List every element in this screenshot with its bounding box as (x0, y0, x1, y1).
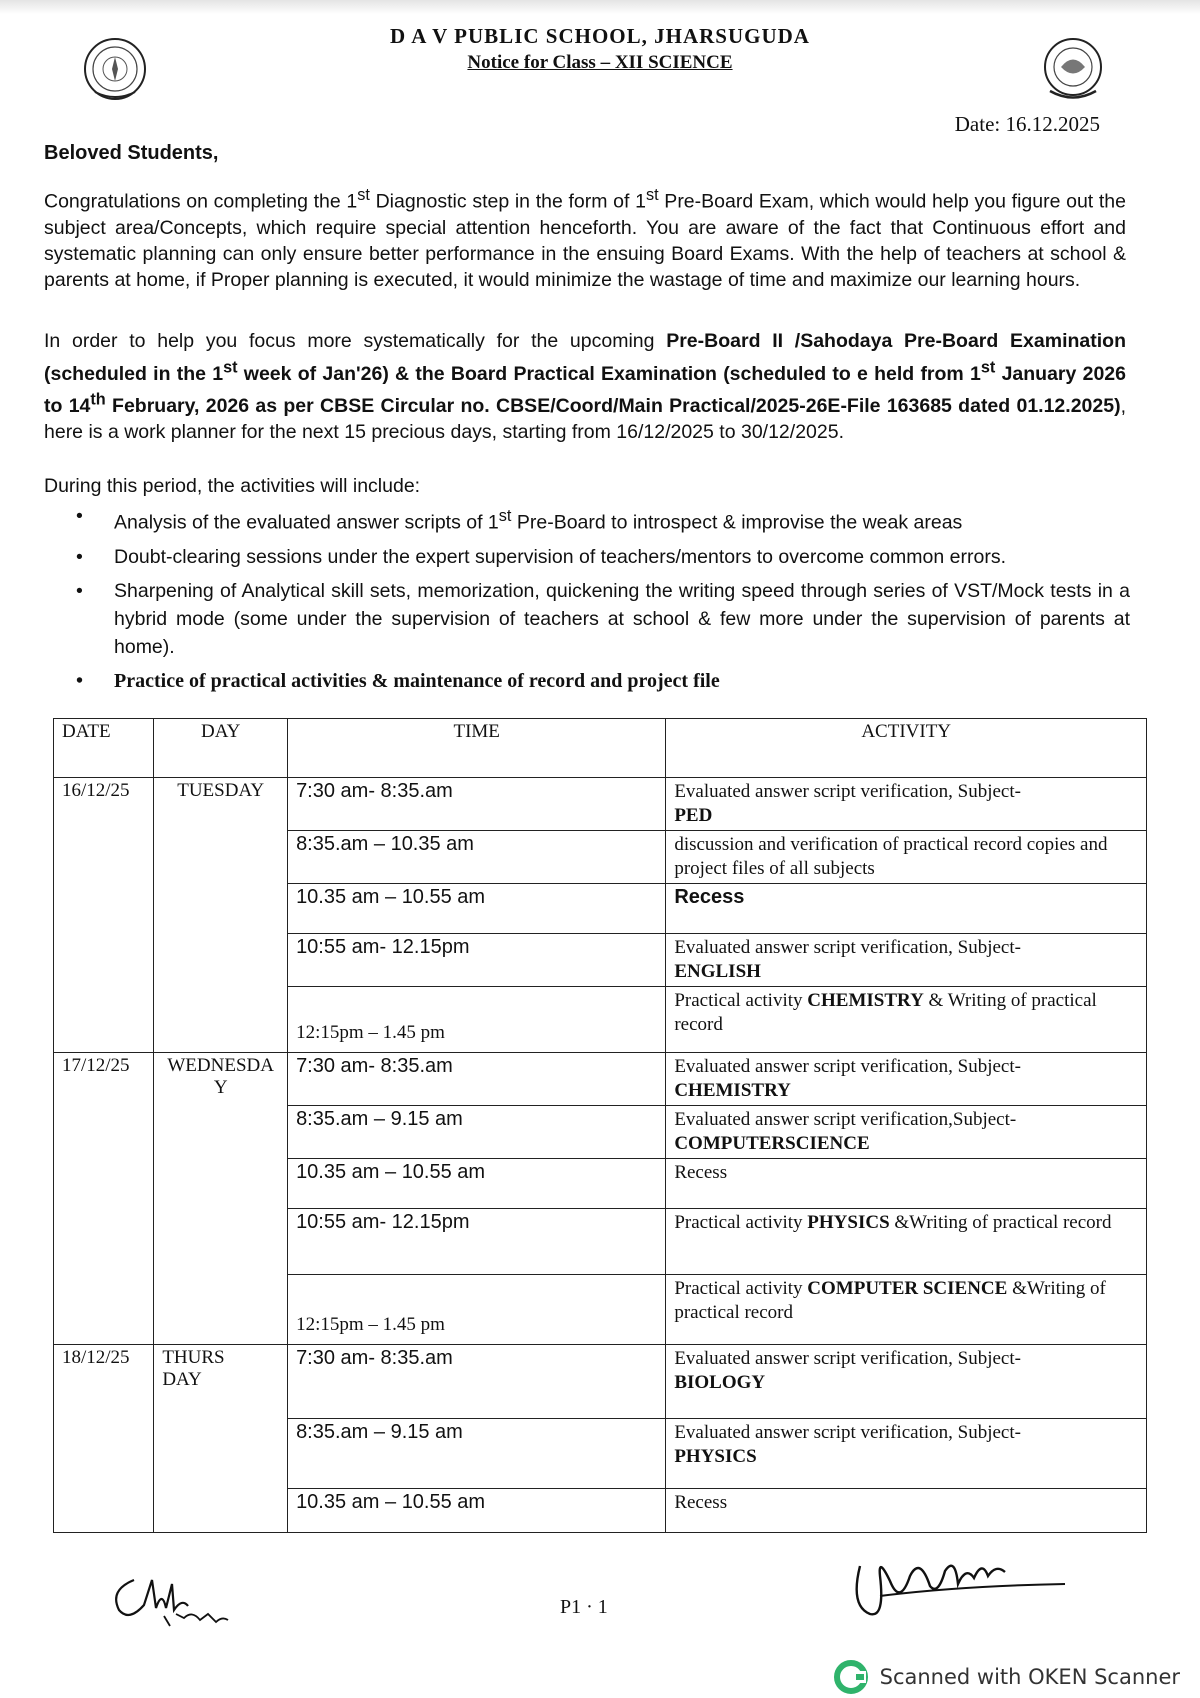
activity-cell: Evaluated answer script verification, Subject- PHYSICS (666, 1419, 1147, 1489)
table-row (54, 1345, 1147, 1419)
day-cell: TUESDAY (154, 778, 288, 1053)
activities-list (70, 502, 1130, 701)
list-item: • Analysis of the evaluated answer scripts of 1st Pre-Board to introspect & improvise the weak areas (70, 502, 1130, 537)
date-cell: 16/12/25 (54, 778, 154, 1053)
page-number: P1 · 1 (560, 1596, 608, 1618)
activity-cell: Practical activity CHEMISTRY & Writing of practical record (666, 987, 1147, 1053)
scanner-logo-icon (834, 1660, 868, 1694)
paragraph-congratulations: Congratulations on completing the 1st Diagnostic step in the form of 1st Pre-Board Exam, which would help you figure out the subject area/Concepts, which require special attention henceforth. You are aware of the fact that Continuous effort and systematic planning can only ensure better performance in the ensuing Board Exams. With the help of teachers at school & parents at home, if Proper planning is executed, it would minimize the wastage of time and maximize our learning hours. (44, 186, 1127, 291)
activity-cell: discussion and verification of practical record copies and project files of all subjects (666, 831, 1147, 884)
time-cell: 10.35 am – 10.55 am (288, 1159, 666, 1209)
notice-title: Notice for Class – XII SCIENCE (467, 52, 733, 73)
time-cell: 8:35.am – 9.15 am (288, 1106, 666, 1159)
school-name: D A V PUBLIC SCHOOL, JHARSUGUDA (390, 24, 810, 48)
table-row (54, 778, 1147, 831)
salutation: Beloved Students, (44, 142, 219, 164)
list-item: • Sharpening of Analytical skill sets, memorization, quickening the writing speed through series of VST/Mock tests in a hybrid mode (some under the supervision of teachers at school & few more under the supervision of parents at home). (70, 577, 1130, 661)
time-cell: 7:30 am- 8:35.am (288, 1345, 666, 1419)
day-cell: WEDNESDA Y (154, 1053, 288, 1345)
activity-cell: Evaluated answer script verification, Subject- ENGLISH (666, 934, 1147, 987)
date-cell: 18/12/25 (54, 1345, 154, 1533)
activity-cell: Evaluated answer script verification, Subject- PED (666, 778, 1147, 831)
header-date: DATE (54, 719, 154, 778)
activity-cell: Recess (666, 884, 1147, 934)
work-planner-table (53, 718, 1147, 1533)
paragraph-activities-intro: During this period, the activities will include: (44, 475, 421, 497)
time-cell: 10.35 am – 10.55 am (288, 884, 666, 934)
table-header-row (54, 719, 1147, 778)
activity-cell: Recess (666, 1159, 1147, 1209)
time-cell: 7:30 am- 8:35.am (288, 1053, 666, 1106)
time-cell: 12:15pm – 1.45 pm (288, 1275, 666, 1345)
scanner-watermark (834, 1660, 1180, 1694)
activity-cell: Recess (666, 1489, 1147, 1533)
activity-cell: Evaluated answer script verification,Subject- COMPUTERSCIENCE (666, 1106, 1147, 1159)
header-day: DAY (154, 719, 288, 778)
time-cell: 10.35 am – 10.55 am (288, 1489, 666, 1533)
header-time: TIME (288, 719, 666, 778)
time-cell: 12:15pm – 1.45 pm (288, 987, 666, 1053)
activity-cell: Evaluated answer script verification, Subject- CHEMISTRY (666, 1053, 1147, 1106)
scanner-text: Scanned with OKEN Scanner (879, 1665, 1180, 1689)
list-item: • Practice of practical activities & maintenance of record and project file (70, 667, 1130, 695)
table-row (54, 1053, 1147, 1106)
time-cell: 8:35.am – 10.35 am (288, 831, 666, 884)
signature-left (104, 1560, 244, 1630)
day-cell: THURS DAY (154, 1345, 288, 1533)
time-cell: 10:55 am- 12.15pm (288, 934, 666, 987)
activity-cell: Practical activity PHYSICS &Writing of practical record (666, 1209, 1147, 1275)
list-item: • Doubt-clearing sessions under the expert supervision of teachers/mentors to overcome common errors. (70, 543, 1130, 571)
signature-right (840, 1536, 1070, 1626)
time-cell: 8:35.am – 9.15 am (288, 1419, 666, 1489)
activity-cell: Evaluated answer script verification, Subject- BIOLOGY (666, 1345, 1147, 1419)
scan-top-shadow (0, 0, 1200, 14)
time-cell: 7:30 am- 8:35.am (288, 778, 666, 831)
date-cell: 17/12/25 (54, 1053, 154, 1345)
activity-cell: Practical activity COMPUTER SCIENCE &Writing of practical record (666, 1275, 1147, 1345)
time-cell: 10:55 am- 12.15pm (288, 1209, 666, 1275)
notice-date: Date: 16.12.2025 (954, 112, 1100, 136)
paragraph-work-planner: In order to help you focus more systematically for the upcoming Pre-Board II /Sahodaya Pre-Board Examination (scheduled in the 1st week of Jan'26) & the Board Practical Examination (scheduled to e held from 1st January 2026 to 14th February, 2026 as per CBSE Circular no. CBSE/Coord/Main Practical/2025-26E-File 163685 dated 01.12.2025), here is a work planner for the next 15 precious days, starting from 16/12/2025 to 30/12/2025. (44, 330, 1126, 443)
header-activity: ACTIVITY (666, 719, 1147, 778)
